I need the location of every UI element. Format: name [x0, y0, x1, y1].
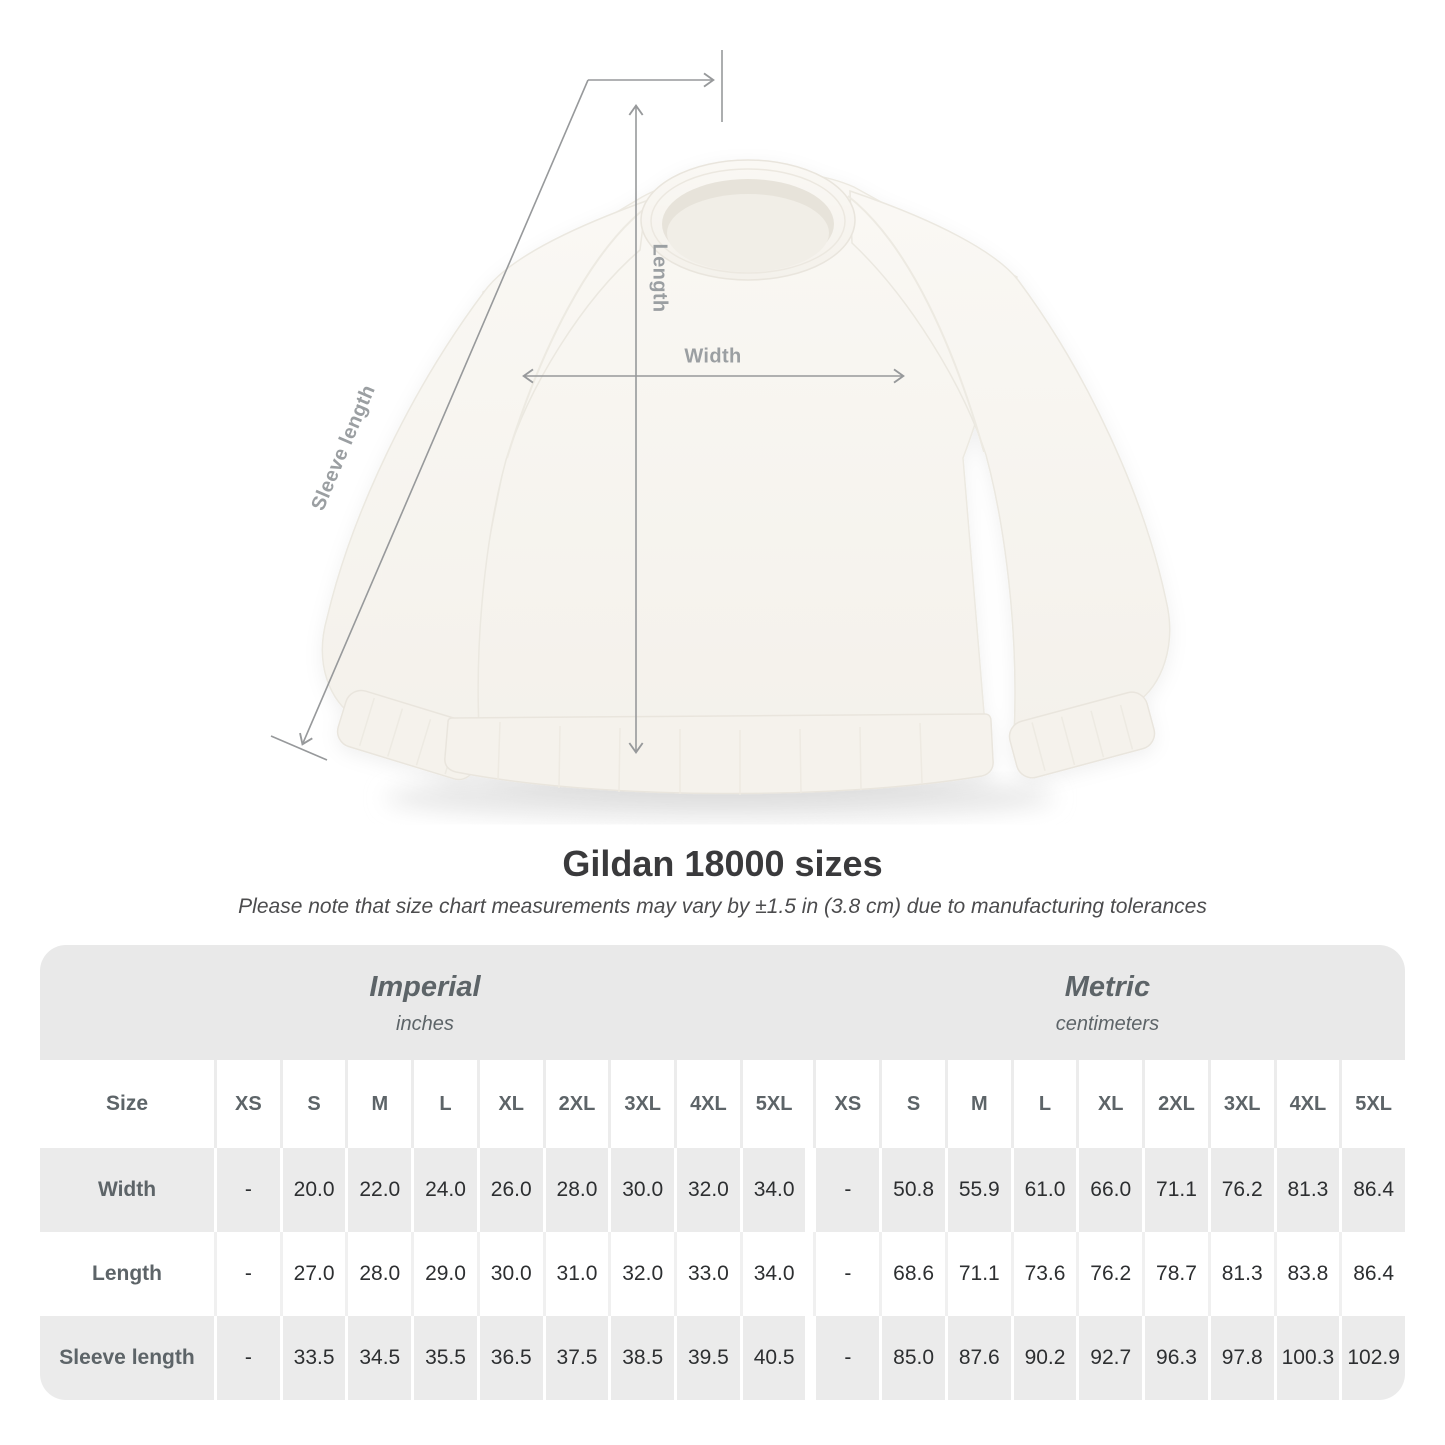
cell-width-metric-xl: 66.0	[1079, 1148, 1142, 1232]
cell-length-imperial-xs: -	[217, 1232, 280, 1316]
cell-sleeve-length-metric-s: 85.0	[882, 1316, 945, 1400]
cell-sleeve-length-metric-xs: -	[816, 1316, 879, 1400]
page-title: Gildan 18000 sizes	[562, 843, 883, 884]
metric-unit: centimeters	[1055, 1013, 1160, 1035]
cell-sleeve-length-imperial-5xl: 40.5	[743, 1316, 806, 1400]
cell-length-metric-l: 73.6	[1014, 1232, 1077, 1316]
size-header-metric-4xl: 4XL	[1277, 1060, 1340, 1148]
cell-length-imperial-l: 29.0	[414, 1232, 477, 1316]
cell-sleeve-length-imperial-4xl: 39.5	[677, 1316, 740, 1400]
cell-width-imperial-xl: 26.0	[480, 1148, 543, 1232]
sleeve-length-measure-label: Sleeve length	[307, 381, 380, 514]
section-divider	[808, 1148, 813, 1232]
cell-length-imperial-xl: 30.0	[480, 1232, 543, 1316]
cell-width-metric-l: 61.0	[1014, 1148, 1077, 1232]
cell-width-imperial-2xl: 28.0	[546, 1148, 609, 1232]
size-header-metric-xs: XS	[816, 1060, 879, 1148]
size-header-imperial-5xl: 5XL	[743, 1060, 806, 1148]
cell-width-metric-2xl: 71.1	[1145, 1148, 1208, 1232]
cell-sleeve-length-metric-l: 90.2	[1014, 1316, 1077, 1400]
metric-section-header	[810, 945, 1405, 1060]
cell-width-imperial-l: 24.0	[414, 1148, 477, 1232]
cell-width-imperial-4xl: 32.0	[677, 1148, 740, 1232]
row-label-length: Length	[40, 1232, 214, 1316]
collar	[641, 160, 855, 280]
cell-width-metric-4xl: 81.3	[1277, 1148, 1340, 1232]
cell-length-metric-3xl: 81.3	[1211, 1232, 1274, 1316]
cell-width-imperial-3xl: 30.0	[611, 1148, 674, 1232]
size-header-imperial-m: M	[348, 1060, 411, 1148]
cell-length-metric-xl: 76.2	[1079, 1232, 1142, 1316]
cell-width-imperial-s: 20.0	[283, 1148, 346, 1232]
cell-sleeve-length-imperial-l: 35.5	[414, 1316, 477, 1400]
size-header-imperial-3xl: 3XL	[611, 1060, 674, 1148]
cell-sleeve-length-imperial-m: 34.5	[348, 1316, 411, 1400]
cell-length-metric-4xl: 83.8	[1277, 1232, 1340, 1316]
cell-width-metric-s: 50.8	[882, 1148, 945, 1232]
cell-sleeve-length-imperial-2xl: 37.5	[546, 1316, 609, 1400]
cell-length-metric-xs: -	[816, 1232, 879, 1316]
cell-sleeve-length-metric-5xl: 102.9	[1342, 1316, 1405, 1400]
imperial-title: Imperial	[369, 971, 481, 1003]
size-table	[40, 945, 1405, 1400]
cell-sleeve-length-metric-2xl: 96.3	[1145, 1316, 1208, 1400]
imperial-section-header	[40, 945, 810, 1060]
section-divider	[808, 1060, 813, 1148]
waistband	[445, 714, 993, 794]
size-header-metric-l: L	[1014, 1060, 1077, 1148]
size-header-metric-m: M	[948, 1060, 1011, 1148]
size-header-metric-3xl: 3XL	[1211, 1060, 1274, 1148]
tolerance-note: Please note that size chart measurements may vary by ±1.5 in (3.8 cm) due to manufacturing tolerances	[238, 895, 1207, 918]
cell-length-imperial-5xl: 34.0	[743, 1232, 806, 1316]
cell-width-metric-5xl: 86.4	[1342, 1148, 1405, 1232]
cell-width-metric-xs: -	[816, 1148, 879, 1232]
cell-width-metric-m: 55.9	[948, 1148, 1011, 1232]
cell-length-imperial-m: 28.0	[348, 1232, 411, 1316]
cell-sleeve-length-imperial-s: 33.5	[283, 1316, 346, 1400]
cell-length-metric-2xl: 78.7	[1145, 1232, 1208, 1316]
sleeve-end-bar	[271, 736, 327, 760]
size-header-imperial-s: S	[283, 1060, 346, 1148]
cell-length-imperial-4xl: 33.0	[677, 1232, 740, 1316]
length-measure-label: Length	[648, 243, 671, 313]
row-label-sleeve-length: Sleeve length	[40, 1316, 214, 1400]
cell-length-imperial-3xl: 32.0	[611, 1232, 674, 1316]
cell-sleeve-length-metric-4xl: 100.3	[1277, 1316, 1340, 1400]
cell-sleeve-length-metric-m: 87.6	[948, 1316, 1011, 1400]
cell-sleeve-length-metric-xl: 92.7	[1079, 1316, 1142, 1400]
table-header-band	[40, 945, 1405, 1060]
cell-length-metric-m: 71.1	[948, 1232, 1011, 1316]
cell-length-imperial-2xl: 31.0	[546, 1232, 609, 1316]
size-header-metric-5xl: 5XL	[1342, 1060, 1405, 1148]
size-header-imperial-l: L	[414, 1060, 477, 1148]
cell-width-imperial-5xl: 34.0	[743, 1148, 806, 1232]
size-column-header: Size	[40, 1060, 214, 1148]
cell-length-metric-5xl: 86.4	[1342, 1232, 1405, 1316]
cell-length-metric-s: 68.6	[882, 1232, 945, 1316]
cell-sleeve-length-imperial-xs: -	[217, 1316, 280, 1400]
row-label-width: Width	[40, 1148, 214, 1232]
section-divider	[808, 1316, 813, 1400]
cell-sleeve-length-metric-3xl: 97.8	[1211, 1316, 1274, 1400]
size-header-metric-2xl: 2XL	[1145, 1060, 1208, 1148]
imperial-unit: inches	[396, 1013, 454, 1035]
size-header-imperial-2xl: 2XL	[546, 1060, 609, 1148]
size-header-imperial-xs: XS	[217, 1060, 280, 1148]
cell-sleeve-length-imperial-3xl: 38.5	[611, 1316, 674, 1400]
size-header-metric-s: S	[882, 1060, 945, 1148]
size-header-imperial-4xl: 4XL	[677, 1060, 740, 1148]
width-measure-label: Width	[684, 345, 742, 368]
cell-sleeve-length-imperial-xl: 36.5	[480, 1316, 543, 1400]
section-divider	[808, 1232, 813, 1316]
size-header-imperial-xl: XL	[480, 1060, 543, 1148]
size-header-metric-xl: XL	[1079, 1060, 1142, 1148]
metric-title: Metric	[1064, 971, 1151, 1003]
cell-length-imperial-s: 27.0	[283, 1232, 346, 1316]
cell-width-imperial-m: 22.0	[348, 1148, 411, 1232]
cell-width-metric-3xl: 76.2	[1211, 1148, 1274, 1232]
cell-width-imperial-xs: -	[217, 1148, 280, 1232]
heading	[0, 843, 1445, 919]
